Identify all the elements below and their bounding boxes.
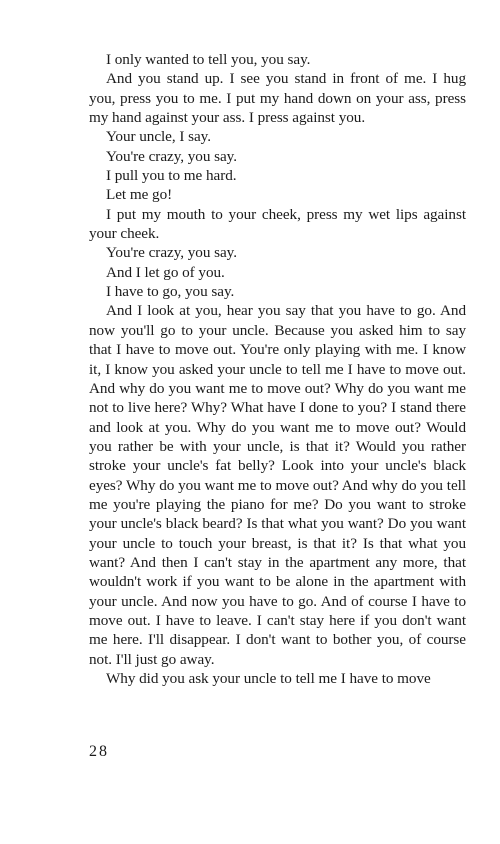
paragraph: And you stand up. I see you stand in front of me. I hug you, press you to me. I put my hand down on your ass, press my hand against your ass. I press against you. <box>89 70 466 127</box>
paragraph: I have to go, you say. <box>106 283 235 301</box>
paragraph: You're crazy, you say. <box>106 147 237 165</box>
body-text <box>89 50 466 688</box>
paragraph: I pull you to me hard. <box>106 167 237 185</box>
paragraph: I only wanted to tell you, you say. <box>106 51 311 68</box>
paragraph: Your uncle, I say. <box>106 128 211 146</box>
page-number: 28 <box>89 743 109 760</box>
paragraph: And I look at you, hear you say that you have to go. And now you'll go to your uncle. Because you asked him to say that I have to move out. You're only playing with me. I know it, I know you asked your uncle to tell me I have to move out. And why do you want me to move out? Why do you want me not to live here? Why? What have I done to you? I stand there and look at you. Why do you want me to move out? Would you rather be with your uncle, is that it? Would you rather stroke your uncle's fat belly? Look into your uncle's black eyes? Why do you want me to move out? And why do you tell me you're playing the piano for me? Do you want to stroke your uncle's black beard? Is that what you want? Do you want your uncle to touch your breast, is that it? Is that what you want? And then I can't stay in the apartment any more, that wouldn't work if you want to be alone in the apartment with your uncle. And now you have to go. And of course I have to move out. I have to leave. I can't stay here if you don't want me here. I'll disappear. I don't want to bother you, of course not. I'll just go away. <box>89 302 466 668</box>
paragraph: I put my mouth to your cheek, press my wet lips against your cheek. <box>89 205 466 243</box>
paragraph: Why did you ask your uncle to tell me I have to move <box>106 670 431 687</box>
paragraph: And I let go of you. <box>106 263 225 281</box>
paragraph: Let me go! <box>106 186 173 204</box>
paragraph: You're crazy, you say. <box>106 244 237 262</box>
